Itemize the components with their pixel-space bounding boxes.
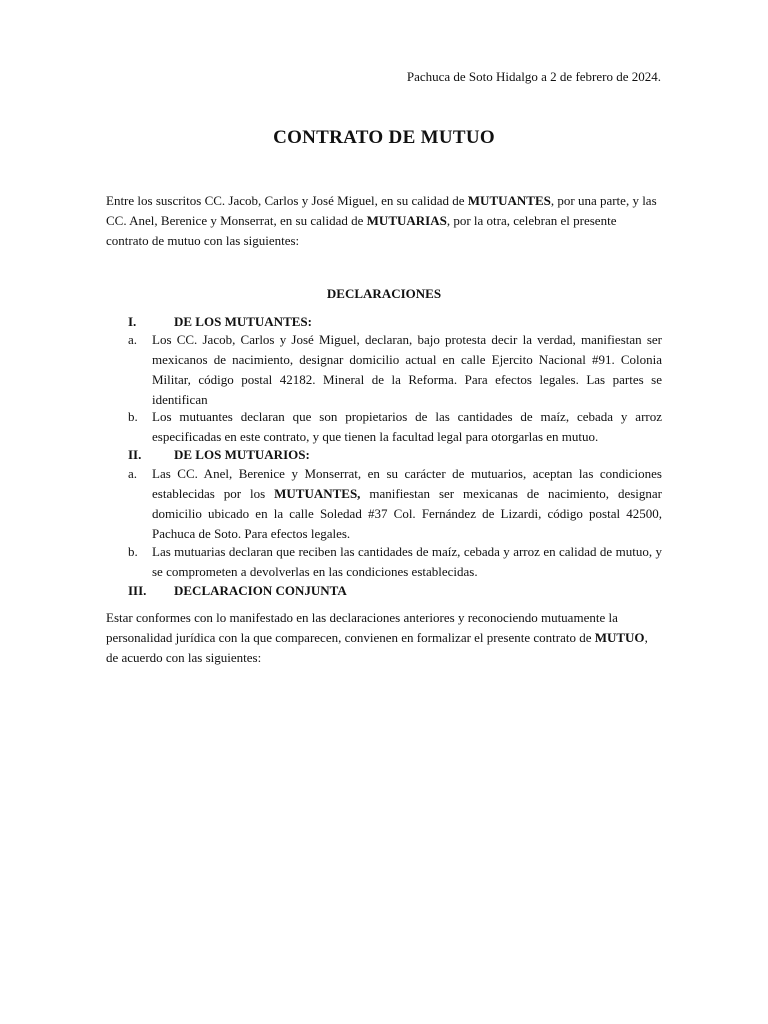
section-title: DECLARACION CONJUNTA (174, 583, 347, 598)
item-bold-mutuantes: MUTUANTES, (274, 486, 361, 501)
section-number: II. (128, 447, 142, 462)
item-letter: a. (128, 466, 138, 481)
intro-text-2: , por una parte, y las CC. Anel, Berenice y Monserrat, en su calidad de (106, 193, 657, 228)
item-letter: b. (128, 409, 138, 424)
item-letter: b. (128, 544, 138, 559)
intro-text-1: Entre los suscritos CC. Jacob, Carlos y José Miguel, en su calidad de (106, 193, 468, 208)
intro-bold-mutuantes: MUTUANTES (467, 193, 551, 208)
item-text: Los CC. Jacob, Carlos y José Miguel, declaran, bajo protesta decir la verdad, manifiestan ser mexicanos de nacimiento, designar domicilio actual en calle Ejercito Nacional #91. Colonia Militar, código postal 42182. Mineral de la Reforma. Para efectos legales. Las partes se identifican (152, 332, 662, 407)
list-item-mutuarios-a (128, 464, 662, 544)
closing-paragraph (106, 608, 662, 668)
date-line: Pachuca de Soto Hidalgo a 2 de febrero de 2024. (406, 69, 661, 84)
section-heading-conjunta (128, 582, 648, 600)
item-text: Los mutuantes declaran que son propietarios de las cantidades de maíz, cebada y arroz especificadas en este contrato, y que tienen la facultad legal para otorgarlas en mutuo. (152, 409, 662, 444)
section-title: DE LOS MUTUANTES: (174, 314, 312, 329)
intro-paragraph (106, 191, 662, 251)
list-item-mutuantes-b (128, 407, 662, 447)
list-item-mutuantes-a (128, 330, 662, 410)
declarations-heading: DECLARACIONES (326, 286, 442, 301)
section-title: DE LOS MUTUARIOS: (174, 447, 310, 462)
closing-text-pre: Estar conformes con lo manifestado en las declaraciones anteriores y reconociendo mutuamente la personalidad jurídica con la que comparecen, convienen en formalizar el presente contrato de (106, 610, 618, 645)
closing-bold-mutuo: MUTUO (594, 630, 645, 645)
section-number: I. (128, 314, 137, 329)
item-letter: a. (128, 332, 138, 347)
item-text (152, 464, 662, 544)
item-text-pre: Las CC. Anel, Berenice y Monserrat, en su carácter de mutuarios, aceptan las condiciones establecidas por los (152, 466, 662, 501)
intro-text-3: , por la otra, celebran el presente contrato de mutuo con las siguientes: (106, 213, 617, 248)
closing-text-post: , de acuerdo con las siguientes: (106, 630, 648, 665)
section-number: III. (128, 583, 147, 598)
item-text-post: manifiestan ser mexicanas de nacimiento, designar domicilio ubicado en la calle Soledad #37 Col. Fernández de Lizardi, código postal 42500, Pachuca de Soto. Para efectos legales. (152, 486, 663, 541)
list-item-mutuarios-b (128, 542, 662, 582)
intro-bold-mutuarias: MUTUARIAS (366, 213, 447, 228)
document-title: CONTRATO DE MUTUO (273, 127, 495, 148)
section-heading-mutuantes (128, 313, 648, 331)
section-heading-mutuarios (128, 446, 648, 464)
item-text: Las mutuarias declaran que reciben las cantidades de maíz, cebada y arroz en calidad de mutuo, y se comprometen a devolverlas en las condiciones establecidas. (152, 544, 662, 579)
